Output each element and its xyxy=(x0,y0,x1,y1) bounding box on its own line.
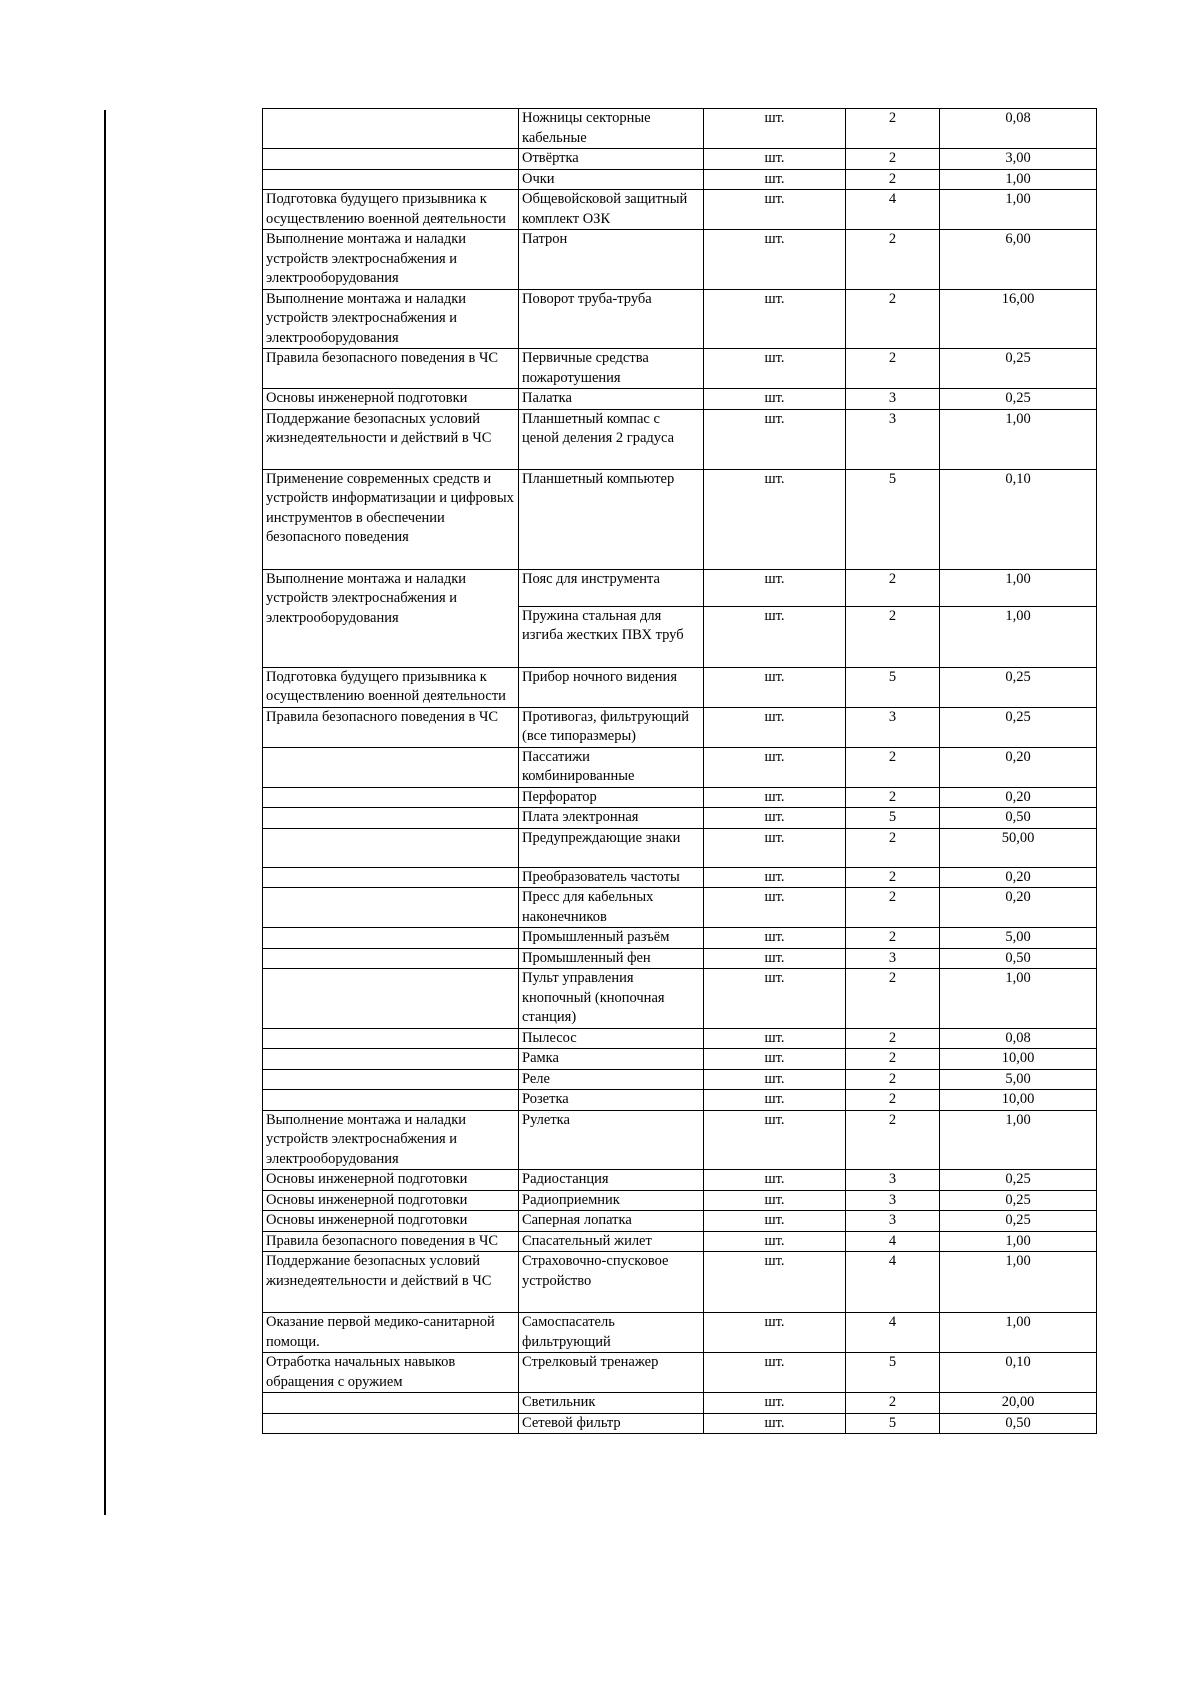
subject-cell: Поддержание безопасных условий жизнедеятельности и действий в ЧС xyxy=(263,409,519,469)
left-margin-line xyxy=(104,110,106,1515)
value-cell: 5,00 xyxy=(940,928,1097,949)
subject-cell: Правила безопасного поведения в ЧС xyxy=(263,1231,519,1252)
table-row xyxy=(263,1231,1097,1252)
unit-cell: шт. xyxy=(704,1313,846,1353)
unit-cell: шт. xyxy=(704,828,846,867)
value-cell: 0,08 xyxy=(940,1028,1097,1049)
value-cell: 0,20 xyxy=(940,747,1097,787)
qty-cell: 5 xyxy=(846,1353,940,1393)
unit-cell: шт. xyxy=(704,867,846,888)
qty-cell: 2 xyxy=(846,569,940,606)
value-cell: 6,00 xyxy=(940,230,1097,290)
table-row xyxy=(263,109,1097,149)
value-cell: 0,10 xyxy=(940,469,1097,569)
qty-cell: 2 xyxy=(846,606,940,667)
value-cell: 10,00 xyxy=(940,1090,1097,1111)
unit-cell: шт. xyxy=(704,606,846,667)
unit-cell: шт. xyxy=(704,1170,846,1191)
qty-cell: 2 xyxy=(846,928,940,949)
table-row xyxy=(263,1090,1097,1111)
inventory-table xyxy=(262,108,1097,1434)
subject-cell: Основы инженерной подготовки xyxy=(263,389,519,410)
item-cell: Ножницы секторные кабельные xyxy=(519,109,704,149)
table-row xyxy=(263,1313,1097,1353)
table-row xyxy=(263,569,1097,606)
value-cell: 0,25 xyxy=(940,1170,1097,1191)
qty-cell: 2 xyxy=(846,888,940,928)
unit-cell: шт. xyxy=(704,289,846,349)
unit-cell: шт. xyxy=(704,389,846,410)
qty-cell: 3 xyxy=(846,1190,940,1211)
subject-cell: Поддержание безопасных условий жизнедеятельности и действий в ЧС xyxy=(263,1252,519,1313)
unit-cell: шт. xyxy=(704,230,846,290)
qty-cell: 2 xyxy=(846,867,940,888)
item-cell: Плата электронная xyxy=(519,808,704,829)
unit-cell: шт. xyxy=(704,787,846,808)
unit-cell: шт. xyxy=(704,109,846,149)
subject-cell: Подготовка будущего призывника к осуществлению военной деятельности xyxy=(263,190,519,230)
qty-cell: 2 xyxy=(846,1069,940,1090)
table-row xyxy=(263,747,1097,787)
table-row xyxy=(263,1413,1097,1434)
unit-cell: шт. xyxy=(704,948,846,969)
qty-cell: 5 xyxy=(846,469,940,569)
subject-cell xyxy=(263,149,519,170)
unit-cell: шт. xyxy=(704,569,846,606)
unit-cell: шт. xyxy=(704,409,846,469)
table-row xyxy=(263,1353,1097,1393)
value-cell: 0,25 xyxy=(940,707,1097,747)
value-cell: 0,50 xyxy=(940,1413,1097,1434)
subject-cell xyxy=(263,928,519,949)
item-cell: Планшетный компьютер xyxy=(519,469,704,569)
qty-cell: 2 xyxy=(846,1028,940,1049)
value-cell: 1,00 xyxy=(940,606,1097,667)
unit-cell: шт. xyxy=(704,469,846,569)
table-row xyxy=(263,867,1097,888)
value-cell: 0,20 xyxy=(940,888,1097,928)
value-cell: 0,20 xyxy=(940,787,1097,808)
qty-cell: 3 xyxy=(846,707,940,747)
unit-cell: шт. xyxy=(704,1353,846,1393)
item-cell: Радиоприемник xyxy=(519,1190,704,1211)
item-cell: Противогаз, фильтрующий (все типоразмеры) xyxy=(519,707,704,747)
value-cell: 16,00 xyxy=(940,289,1097,349)
item-cell: Сетевой фильтр xyxy=(519,1413,704,1434)
value-cell: 1,00 xyxy=(940,1313,1097,1353)
qty-cell: 2 xyxy=(846,230,940,290)
qty-cell: 2 xyxy=(846,787,940,808)
table-row xyxy=(263,1190,1097,1211)
subject-cell: Выполнение монтажа и наладки устройств электроснабжения и электрооборудования xyxy=(263,569,519,667)
value-cell: 0,25 xyxy=(940,349,1097,389)
value-cell: 0,25 xyxy=(940,667,1097,707)
value-cell: 1,00 xyxy=(940,409,1097,469)
table-row xyxy=(263,190,1097,230)
subject-cell: Правила безопасного поведения в ЧС xyxy=(263,707,519,747)
item-cell: Пояс для инструмента xyxy=(519,569,704,606)
item-cell: Пульт управления кнопочный (кнопочная станция) xyxy=(519,969,704,1029)
subject-cell xyxy=(263,1090,519,1111)
unit-cell: шт. xyxy=(704,928,846,949)
value-cell: 0,20 xyxy=(940,867,1097,888)
qty-cell: 4 xyxy=(846,1252,940,1313)
item-cell: Отвёртка xyxy=(519,149,704,170)
item-cell: Палатка xyxy=(519,389,704,410)
qty-cell: 5 xyxy=(846,1413,940,1434)
unit-cell: шт. xyxy=(704,190,846,230)
unit-cell: шт. xyxy=(704,1393,846,1414)
qty-cell: 3 xyxy=(846,1170,940,1191)
value-cell: 0,25 xyxy=(940,389,1097,410)
unit-cell: шт. xyxy=(704,1211,846,1232)
value-cell: 1,00 xyxy=(940,169,1097,190)
subject-cell xyxy=(263,867,519,888)
item-cell: Пружина стальная для изгиба жестких ПВХ труб xyxy=(519,606,704,667)
qty-cell: 3 xyxy=(846,948,940,969)
item-cell: Промышленный фен xyxy=(519,948,704,969)
item-cell: Предупреждающие знаки xyxy=(519,828,704,867)
value-cell: 20,00 xyxy=(940,1393,1097,1414)
item-cell: Пылесос xyxy=(519,1028,704,1049)
value-cell: 0,25 xyxy=(940,1190,1097,1211)
subject-cell: Выполнение монтажа и наладки устройств электроснабжения и электрооборудования xyxy=(263,1110,519,1170)
item-cell: Промышленный разъём xyxy=(519,928,704,949)
item-cell: Общевойсковой защитный комплект ОЗК xyxy=(519,190,704,230)
qty-cell: 5 xyxy=(846,808,940,829)
subject-cell: Отработка начальных навыков обращения с оружием xyxy=(263,1353,519,1393)
unit-cell: шт. xyxy=(704,1231,846,1252)
item-cell: Светильник xyxy=(519,1393,704,1414)
table-row xyxy=(263,1170,1097,1191)
table-row xyxy=(263,1028,1097,1049)
unit-cell: шт. xyxy=(704,747,846,787)
unit-cell: шт. xyxy=(704,888,846,928)
qty-cell: 2 xyxy=(846,1393,940,1414)
table-row xyxy=(263,948,1097,969)
table-row xyxy=(263,1049,1097,1070)
table-row xyxy=(263,969,1097,1029)
value-cell: 10,00 xyxy=(940,1049,1097,1070)
table-row xyxy=(263,928,1097,949)
qty-cell: 5 xyxy=(846,667,940,707)
qty-cell: 3 xyxy=(846,409,940,469)
item-cell: Страховочно-спусковое устройство xyxy=(519,1252,704,1313)
item-cell: Перфоратор xyxy=(519,787,704,808)
qty-cell: 2 xyxy=(846,969,940,1029)
value-cell: 0,50 xyxy=(940,808,1097,829)
item-cell: Пассатижи комбинированные xyxy=(519,747,704,787)
subject-cell xyxy=(263,969,519,1029)
item-cell: Пресс для кабельных наконечников xyxy=(519,888,704,928)
table-row xyxy=(263,828,1097,867)
subject-cell xyxy=(263,169,519,190)
qty-cell: 3 xyxy=(846,1211,940,1232)
table-row xyxy=(263,230,1097,290)
unit-cell: шт. xyxy=(704,667,846,707)
item-cell: Патрон xyxy=(519,230,704,290)
value-cell: 50,00 xyxy=(940,828,1097,867)
subject-cell xyxy=(263,948,519,969)
qty-cell: 4 xyxy=(846,190,940,230)
item-cell: Прибор ночного видения xyxy=(519,667,704,707)
item-cell: Рулетка xyxy=(519,1110,704,1170)
value-cell: 0,50 xyxy=(940,948,1097,969)
unit-cell: шт. xyxy=(704,1090,846,1111)
value-cell: 0,25 xyxy=(940,1211,1097,1232)
subject-cell: Правила безопасного поведения в ЧС xyxy=(263,349,519,389)
table-row xyxy=(263,808,1097,829)
table-row xyxy=(263,707,1097,747)
item-cell: Саперная лопатка xyxy=(519,1211,704,1232)
table-row xyxy=(263,667,1097,707)
table-row xyxy=(263,888,1097,928)
value-cell: 1,00 xyxy=(940,569,1097,606)
qty-cell: 2 xyxy=(846,828,940,867)
unit-cell: шт. xyxy=(704,1069,846,1090)
qty-cell: 2 xyxy=(846,1090,940,1111)
value-cell: 3,00 xyxy=(940,149,1097,170)
value-cell: 5,00 xyxy=(940,1069,1097,1090)
unit-cell: шт. xyxy=(704,1110,846,1170)
item-cell: Преобразователь частоты xyxy=(519,867,704,888)
table-row xyxy=(263,1211,1097,1232)
subject-cell: Применение современных средств и устройств информатизации и цифровых инструментов в обеспечении безопасного поведения xyxy=(263,469,519,569)
subject-cell: Основы инженерной подготовки xyxy=(263,1190,519,1211)
value-cell: 0,10 xyxy=(940,1353,1097,1393)
subject-cell xyxy=(263,1049,519,1070)
table-row xyxy=(263,1393,1097,1414)
subject-cell xyxy=(263,1413,519,1434)
subject-cell: Оказание первой медико-санитарной помощи. xyxy=(263,1313,519,1353)
table-row xyxy=(263,389,1097,410)
unit-cell: шт. xyxy=(704,707,846,747)
qty-cell: 2 xyxy=(846,349,940,389)
qty-cell: 2 xyxy=(846,1049,940,1070)
table-row xyxy=(263,149,1097,170)
table-row xyxy=(263,1069,1097,1090)
item-cell: Розетка xyxy=(519,1090,704,1111)
unit-cell: шт. xyxy=(704,1028,846,1049)
value-cell: 1,00 xyxy=(940,1110,1097,1170)
item-cell: Спасательный жилет xyxy=(519,1231,704,1252)
subject-cell: Основы инженерной подготовки xyxy=(263,1170,519,1191)
unit-cell: шт. xyxy=(704,1190,846,1211)
subject-cell: Основы инженерной подготовки xyxy=(263,1211,519,1232)
qty-cell: 3 xyxy=(846,389,940,410)
value-cell: 1,00 xyxy=(940,1252,1097,1313)
qty-cell: 2 xyxy=(846,109,940,149)
value-cell: 1,00 xyxy=(940,1231,1097,1252)
subject-cell: Выполнение монтажа и наладки устройств электроснабжения и электрооборудования xyxy=(263,230,519,290)
table-row xyxy=(263,787,1097,808)
table-row xyxy=(263,469,1097,569)
subject-cell xyxy=(263,808,519,829)
item-cell: Планшетный компас с ценой деления 2 градуса xyxy=(519,409,704,469)
subject-cell xyxy=(263,1069,519,1090)
subject-cell: Выполнение монтажа и наладки устройств электроснабжения и электрооборудования xyxy=(263,289,519,349)
table-row xyxy=(263,289,1097,349)
qty-cell: 2 xyxy=(846,747,940,787)
item-cell: Первичные средства пожаротушения xyxy=(519,349,704,389)
item-cell: Самоспасатель фильтрующий xyxy=(519,1313,704,1353)
unit-cell: шт. xyxy=(704,1413,846,1434)
subject-cell xyxy=(263,888,519,928)
qty-cell: 2 xyxy=(846,1110,940,1170)
value-cell: 1,00 xyxy=(940,190,1097,230)
qty-cell: 2 xyxy=(846,149,940,170)
unit-cell: шт. xyxy=(704,808,846,829)
qty-cell: 2 xyxy=(846,169,940,190)
subject-cell: Подготовка будущего призывника к осуществлению военной деятельности xyxy=(263,667,519,707)
table-row xyxy=(263,349,1097,389)
qty-cell: 2 xyxy=(846,289,940,349)
item-cell: Очки xyxy=(519,169,704,190)
subject-cell xyxy=(263,747,519,787)
subject-cell xyxy=(263,828,519,867)
item-cell: Реле xyxy=(519,1069,704,1090)
value-cell: 1,00 xyxy=(940,969,1097,1029)
item-cell: Рамка xyxy=(519,1049,704,1070)
unit-cell: шт. xyxy=(704,169,846,190)
value-cell: 0,08 xyxy=(940,109,1097,149)
qty-cell: 4 xyxy=(846,1231,940,1252)
subject-cell xyxy=(263,1028,519,1049)
unit-cell: шт. xyxy=(704,1252,846,1313)
unit-cell: шт. xyxy=(704,349,846,389)
table-row xyxy=(263,1252,1097,1313)
unit-cell: шт. xyxy=(704,1049,846,1070)
table-row xyxy=(263,409,1097,469)
item-cell: Поворот труба-труба xyxy=(519,289,704,349)
qty-cell: 4 xyxy=(846,1313,940,1353)
table-row xyxy=(263,169,1097,190)
item-cell: Радиостанция xyxy=(519,1170,704,1191)
subject-cell xyxy=(263,1393,519,1414)
table-row xyxy=(263,1110,1097,1170)
item-cell: Стрелковый тренажер xyxy=(519,1353,704,1393)
unit-cell: шт. xyxy=(704,969,846,1029)
subject-cell xyxy=(263,109,519,149)
unit-cell: шт. xyxy=(704,149,846,170)
subject-cell xyxy=(263,787,519,808)
